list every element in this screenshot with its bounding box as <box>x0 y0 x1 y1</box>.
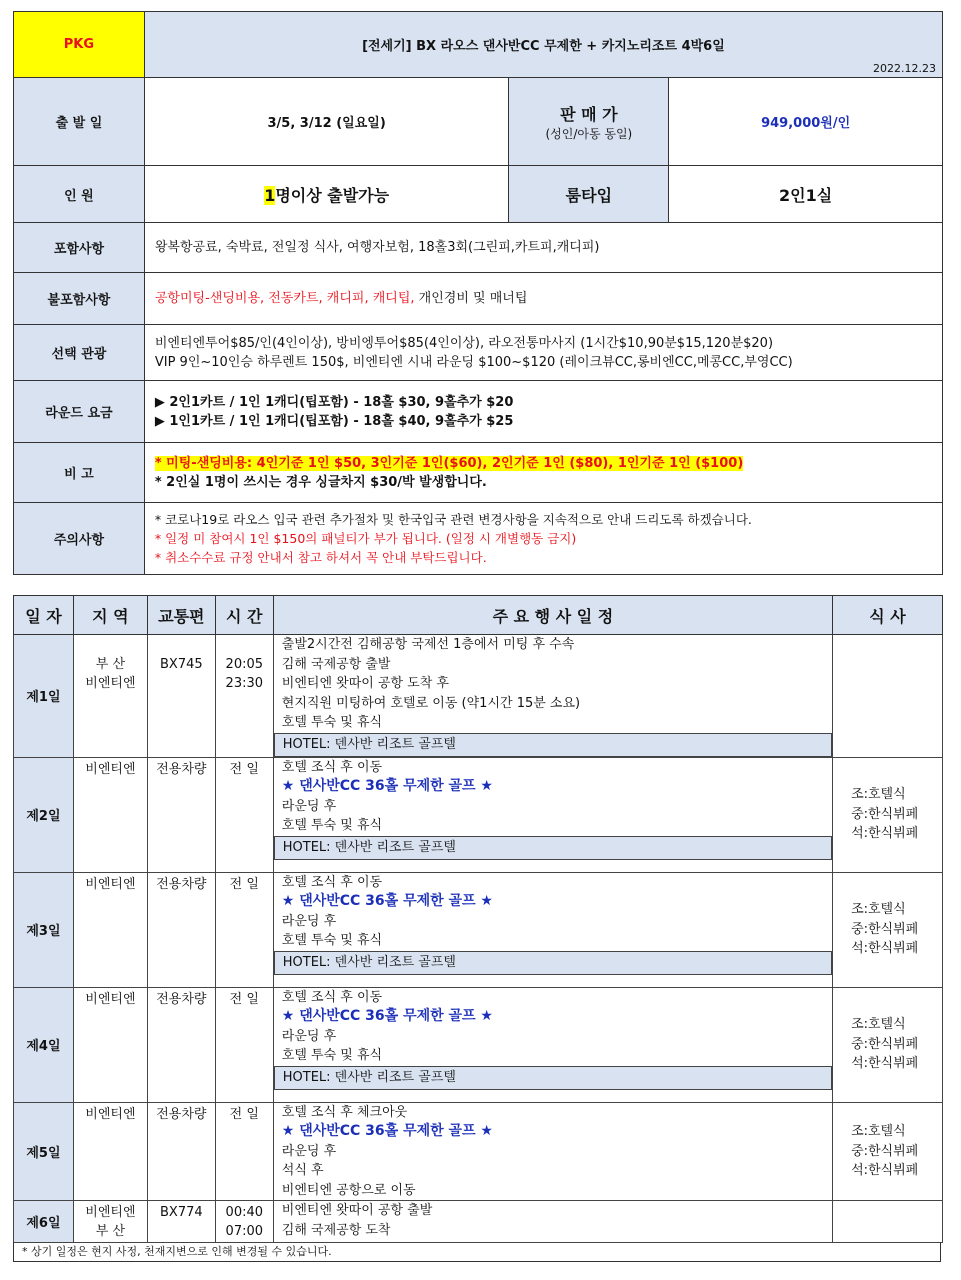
itinerary-cell <box>273 635 832 758</box>
golf-highlight: ★ 댄사반CC 36홀 무제한 골프 ★ <box>281 778 493 794</box>
transport: 전용차량 <box>147 757 215 872</box>
transport: 전용차량 <box>147 1102 215 1201</box>
itinerary-item: 호텔 투숙 및 휴식 <box>281 818 383 833</box>
meal-lunch: 중:한식뷔페 <box>851 1036 919 1052</box>
persons-min-number: 1 <box>264 185 276 205</box>
time: 00:40 <box>225 1205 264 1220</box>
itinerary-cell <box>273 1201 832 1243</box>
itinerary-item: 호텔 투숙 및 휴식 <box>281 715 383 730</box>
time: 20:05 <box>225 657 264 672</box>
region: 부 산 <box>95 1224 126 1239</box>
round-fee-label: 라운드 요금 <box>14 381 145 443</box>
meals-cell <box>833 1102 943 1201</box>
footer-note: * 상기 일정은 현지 사정, 천재지변으로 인해 변경될 수 있습니다. <box>13 1242 941 1262</box>
hotel-info: HOTEL: 덴사반 리조트 골프텔 <box>274 1066 832 1090</box>
header-transport: 교통편 <box>147 596 215 635</box>
notes-line: * 코로나19로 라오스 입국 관련 추가절차 및 한국입국 관련 변경사항을 지속적으로 안내 드리도록 하겠습니다. <box>154 512 752 527</box>
remarks-label: 비 고 <box>14 443 145 503</box>
price-sublabel: (성인/아동 동일) <box>545 126 633 141</box>
optional-line: 비엔티엔투어$85/인(4인이상), 방비엥투어$85(4인이상), 라오전통마사지 (1시간$10,90분$15,120분$20) <box>154 335 774 351</box>
region: 비엔티엔 <box>85 676 136 691</box>
included-text: 왕복항공료, 숙박료, 전일정 식사, 여행자보험, 18홀3회(그린피,카트피,캐디피) <box>144 223 942 273</box>
meals-cell <box>833 757 943 872</box>
meal-dinner: 석:한식뷔페 <box>851 1163 919 1178</box>
itinerary-item: 호텔 투숙 및 휴식 <box>281 1048 383 1063</box>
package-title: [전세기] BX 라오스 댄사반CC 무제한 + 카지노리조트 4박6일 <box>362 39 725 54</box>
time: 전 일 <box>215 757 273 872</box>
region: 비엔티엔 <box>73 757 147 872</box>
price-value: 949,000원/인 <box>669 78 943 166</box>
schedule-row <box>14 1201 943 1243</box>
meal-breakfast: 조:호텔식 <box>851 1124 906 1139</box>
time: 전 일 <box>215 872 273 987</box>
meal-breakfast: 조:호텔식 <box>851 902 906 918</box>
notes-text <box>144 503 942 575</box>
optional-line: VIP 9인~10인승 하루렌트 150$, 비엔티엔 시내 라운딩 $100~$120 (레이크뷰CC,롱비엔CC,메콩CC,부영CC) <box>154 354 793 370</box>
region: 부 산 <box>95 657 126 672</box>
meals-cell <box>833 1201 943 1243</box>
transport: BX774 <box>147 1201 215 1243</box>
itinerary-item: 비엔티엔 공항으로 이동 <box>281 1182 416 1198</box>
meal-dinner: 석:한식뷔페 <box>851 941 919 957</box>
meal-lunch: 중:한식뷔페 <box>851 806 919 822</box>
header-region: 지 역 <box>73 596 147 635</box>
itinerary-item: 현지직원 미팅하여 호텔로 이동 (약1시간 15분 소요) <box>281 695 581 711</box>
itinerary-item: 라운딩 후 <box>281 798 337 814</box>
itinerary-item: 라운딩 후 <box>281 913 337 929</box>
transport: BX745 <box>147 635 215 758</box>
hotel-info: HOTEL: 덴사반 리조트 골프텔 <box>274 951 832 975</box>
itinerary-item: 라운딩 후 <box>281 1143 337 1159</box>
remarks-highlight-line: * 미팅-샌딩비용: 4인기준 1인 $50, 3인기준 1인($60), 2인기준 1인 ($80), 1인기준 1인 ($100) <box>154 455 744 471</box>
meal-lunch: 중:한식뷔페 <box>851 921 919 937</box>
schedule-row <box>14 872 943 987</box>
region-cell <box>73 1201 147 1243</box>
itinerary-item: 호텔 조식 후 이동 <box>281 874 383 890</box>
price-label-cell <box>509 78 669 166</box>
day-label: 제2일 <box>14 757 74 872</box>
meal-lunch: 중:한식뷔페 <box>851 1143 919 1159</box>
notes-label: 주의사항 <box>14 503 145 575</box>
round-fee-text <box>144 381 942 443</box>
region: 비엔티엔 <box>73 872 147 987</box>
region: 비엔티엔 <box>73 987 147 1102</box>
hotel-info: HOTEL: 덴사반 리조트 골프텔 <box>274 733 832 757</box>
package-badge: PKG <box>14 12 145 78</box>
price-label: 판 매 가 <box>560 104 618 124</box>
time: 07:00 <box>225 1224 264 1239</box>
region: 비엔티엔 <box>85 1205 136 1220</box>
header-time: 시 간 <box>215 596 273 635</box>
remarks-line: * 2인실 1명이 쓰시는 경우 싱글차지 $30/박 발생합니다. <box>154 474 487 490</box>
itinerary-item: 비엔티엔 왓따이 공항 도착 후 <box>281 676 449 691</box>
excluded-label: 불포함사항 <box>14 273 145 325</box>
remarks-text <box>144 443 942 503</box>
optional-label: 선택 관광 <box>14 325 145 381</box>
itinerary-item: 호텔 조식 후 이동 <box>281 989 383 1005</box>
itinerary-cell <box>273 757 832 872</box>
region-cell <box>73 635 147 758</box>
day-label: 제4일 <box>14 987 74 1102</box>
meal-breakfast: 조:호텔식 <box>851 1017 906 1033</box>
header-itinerary: 주 요 행 사 일 정 <box>273 596 832 635</box>
itinerary-item: 김해 국제공항 출발 <box>281 656 391 672</box>
day-label: 제3일 <box>14 872 74 987</box>
schedule-row <box>14 635 943 758</box>
excluded-black-text: 개인경비 및 매너팁 <box>414 291 528 306</box>
itinerary-item: 호텔 조식 후 체크아웃 <box>281 1104 408 1120</box>
itinerary-item: 석식 후 <box>281 1163 324 1178</box>
golf-highlight: ★ 댄사반CC 36홀 무제한 골프 ★ <box>281 893 493 909</box>
round-fee-line: ▶ 1인1카트 / 1인 1캐디(팁포함) - 18홀 $40, 9홀추가 $25 <box>154 413 514 429</box>
departure-label: 출 발 일 <box>14 78 145 166</box>
schedule-row <box>14 1102 943 1201</box>
package-info-table <box>13 11 943 575</box>
itinerary-cell <box>273 1102 832 1201</box>
schedule-row <box>14 757 943 872</box>
room-label: 룸타입 <box>509 166 669 223</box>
document-date: 2022.12.23 <box>873 62 936 75</box>
meals-cell <box>833 635 943 758</box>
excluded-red-text: 공항미팅-샌딩비용, 전동카트, 캐디피, 캐디팁, <box>154 291 415 306</box>
time: 전 일 <box>215 987 273 1102</box>
time-cell <box>215 1201 273 1243</box>
optional-text <box>144 325 942 381</box>
persons-value <box>144 166 509 223</box>
day-label: 제5일 <box>14 1102 74 1201</box>
notes-line-red: * 일정 미 참여시 1인 $150의 패널티가 부가 됩니다. (일정 시 개별행동 금지) <box>154 531 577 546</box>
departure-value: 3/5, 3/12 (일요일) <box>144 78 509 166</box>
itinerary-item: 호텔 투숙 및 휴식 <box>281 933 383 948</box>
itinerary-item: 김해 국제공항 도착 <box>281 1222 391 1238</box>
itinerary-cell <box>273 872 832 987</box>
schedule-row <box>14 987 943 1102</box>
meals-cell <box>833 987 943 1102</box>
transport: 전용차량 <box>147 872 215 987</box>
persons-text: 명이상 출발가능 <box>275 185 390 205</box>
golf-highlight: ★ 댄사반CC 36홀 무제한 골프 ★ <box>281 1008 493 1024</box>
room-value: 2인1실 <box>669 166 943 223</box>
time: 전 일 <box>215 1102 273 1201</box>
persons-label: 인 원 <box>14 166 145 223</box>
time-cell <box>215 635 273 758</box>
header-meals: 식 사 <box>833 596 943 635</box>
included-label: 포함사항 <box>14 223 145 273</box>
transport: 전용차량 <box>147 987 215 1102</box>
round-fee-line: ▶ 2인1카트 / 1인 1캐디(팁포함) - 18홀 $30, 9홀추가 $20 <box>154 394 514 410</box>
meal-dinner: 석:한식뷔페 <box>851 1056 919 1072</box>
meals-cell <box>833 872 943 987</box>
meal-breakfast: 조:호텔식 <box>851 787 906 803</box>
itinerary-cell <box>273 987 832 1102</box>
day-label: 제6일 <box>14 1201 74 1243</box>
meal-dinner: 석:한식뷔페 <box>851 826 919 842</box>
itinerary-item: 출발2시간전 김해공항 국제선 1층에서 미팅 후 수속 <box>281 637 575 652</box>
schedule-table <box>13 595 943 1243</box>
itinerary-item: 비엔티엔 왓따이 공항 출발 <box>281 1203 433 1218</box>
itinerary-item: 라운딩 후 <box>281 1028 337 1044</box>
hotel-info: HOTEL: 덴사반 리조트 골프텔 <box>274 836 832 860</box>
package-title-cell <box>144 12 942 78</box>
time: 23:30 <box>225 676 264 691</box>
notes-line-red: * 취소수수료 규정 안내서 참고 하셔서 꼭 안내 부탁드립니다. <box>154 550 487 565</box>
golf-highlight: ★ 댄사반CC 36홀 무제한 골프 ★ <box>281 1123 493 1139</box>
header-day: 일 자 <box>14 596 74 635</box>
excluded-text <box>144 273 942 325</box>
day-label: 제1일 <box>14 635 74 758</box>
region: 비엔티엔 <box>73 1102 147 1201</box>
itinerary-item: 호텔 조식 후 이동 <box>281 759 383 775</box>
